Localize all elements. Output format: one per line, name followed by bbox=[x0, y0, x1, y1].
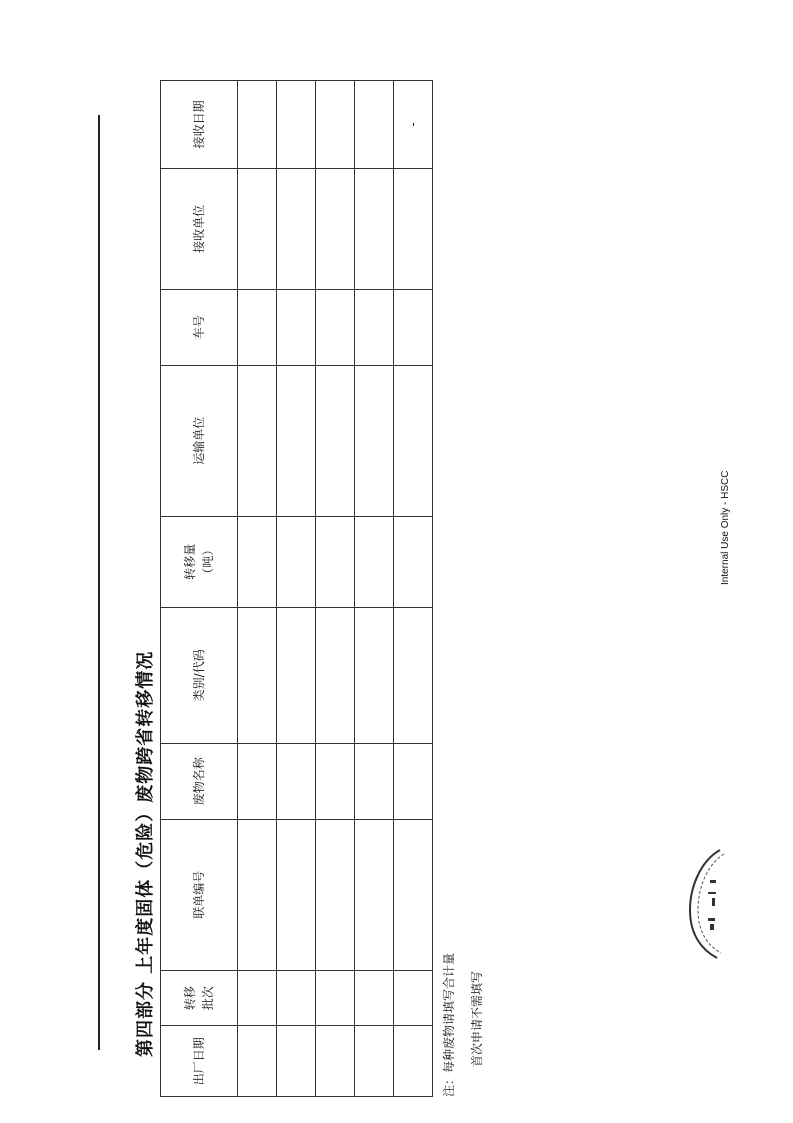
table-cell[interactable] bbox=[394, 819, 433, 970]
table-row bbox=[277, 81, 316, 1097]
table-cell[interactable] bbox=[316, 516, 355, 607]
table-cell[interactable] bbox=[277, 743, 316, 819]
table-cell[interactable] bbox=[238, 365, 277, 516]
header-transport-unit: 运输单位 bbox=[161, 365, 238, 516]
header-waste-name: 废物名称 bbox=[161, 743, 238, 819]
table-cell[interactable] bbox=[316, 81, 355, 169]
table-cell[interactable] bbox=[277, 1026, 316, 1097]
footer-internal-use: Internal Use Only - HSCC bbox=[720, 470, 731, 585]
table-cell[interactable] bbox=[238, 1026, 277, 1097]
table-cell[interactable] bbox=[238, 743, 277, 819]
table-cell[interactable] bbox=[316, 819, 355, 970]
table-row bbox=[238, 81, 277, 1097]
table-cell[interactable] bbox=[394, 743, 433, 819]
header-category-code: 类别/代码 bbox=[161, 607, 238, 743]
header-batch: 转移 批次 bbox=[161, 970, 238, 1025]
table-cell[interactable] bbox=[355, 516, 394, 607]
table-cell[interactable] bbox=[394, 168, 433, 289]
table-cell[interactable] bbox=[238, 607, 277, 743]
table-cell[interactable] bbox=[316, 743, 355, 819]
table-header-row bbox=[161, 81, 238, 1097]
table-cell[interactable] bbox=[355, 607, 394, 743]
table-cell[interactable] bbox=[277, 607, 316, 743]
table-cell[interactable] bbox=[394, 289, 433, 365]
table-cell[interactable] bbox=[355, 365, 394, 516]
table-cell[interactable] bbox=[355, 168, 394, 289]
table-cell[interactable] bbox=[355, 743, 394, 819]
table-cell[interactable] bbox=[316, 289, 355, 365]
table-cell[interactable] bbox=[394, 516, 433, 607]
table-cell[interactable] bbox=[238, 970, 277, 1025]
table-cell[interactable] bbox=[277, 819, 316, 970]
table-cell[interactable] bbox=[355, 289, 394, 365]
table-cell[interactable] bbox=[277, 365, 316, 516]
left-margin-rule bbox=[98, 115, 100, 1050]
header-receive-date: 接收日期 bbox=[161, 81, 238, 169]
table-cell[interactable] bbox=[355, 819, 394, 970]
header-vehicle-no: 车号 bbox=[161, 289, 238, 365]
table-cell[interactable] bbox=[355, 81, 394, 169]
note-line-1: 注：每种废物请填写合计量 bbox=[442, 952, 456, 1097]
seal-stamp bbox=[672, 840, 742, 970]
table-cell[interactable]: - bbox=[394, 81, 433, 169]
table-cell[interactable] bbox=[277, 970, 316, 1025]
header-quantity: 转移量 （吨） bbox=[161, 516, 238, 607]
table-cell[interactable] bbox=[277, 168, 316, 289]
table-cell[interactable] bbox=[355, 970, 394, 1025]
notes bbox=[435, 953, 491, 1097]
page-title: 第四部分 上年度固体（危险）废物跨省转移情况 bbox=[135, 650, 156, 1057]
table-cell[interactable] bbox=[394, 1026, 433, 1097]
table-cell[interactable] bbox=[316, 607, 355, 743]
header-receiving-unit: 接收单位 bbox=[161, 168, 238, 289]
note-line-2: 首次申请不需填写 bbox=[470, 970, 484, 1067]
table-cell[interactable] bbox=[394, 607, 433, 743]
header-manifest-no: 联单编号 bbox=[161, 819, 238, 970]
table-cell[interactable] bbox=[316, 970, 355, 1025]
rotated-form-sheet bbox=[130, 80, 484, 1097]
table-cell[interactable] bbox=[277, 516, 316, 607]
table-cell[interactable] bbox=[238, 289, 277, 365]
table-cell[interactable] bbox=[394, 365, 433, 516]
table-cell[interactable] bbox=[277, 289, 316, 365]
table-cell[interactable] bbox=[355, 1026, 394, 1097]
table-cell[interactable] bbox=[238, 819, 277, 970]
table-cell[interactable] bbox=[238, 81, 277, 169]
table-cell[interactable] bbox=[316, 365, 355, 516]
table-cell[interactable] bbox=[316, 1026, 355, 1097]
table-row bbox=[355, 81, 394, 1097]
table-cell[interactable] bbox=[238, 168, 277, 289]
table-row bbox=[316, 81, 355, 1097]
table-cell[interactable] bbox=[394, 970, 433, 1025]
transfer-table bbox=[160, 80, 433, 1097]
header-ship-date: 出厂日期 bbox=[161, 1026, 238, 1097]
table-cell[interactable] bbox=[238, 516, 277, 607]
table-row bbox=[394, 81, 433, 1097]
table-cell[interactable] bbox=[277, 81, 316, 169]
table-cell[interactable] bbox=[316, 168, 355, 289]
